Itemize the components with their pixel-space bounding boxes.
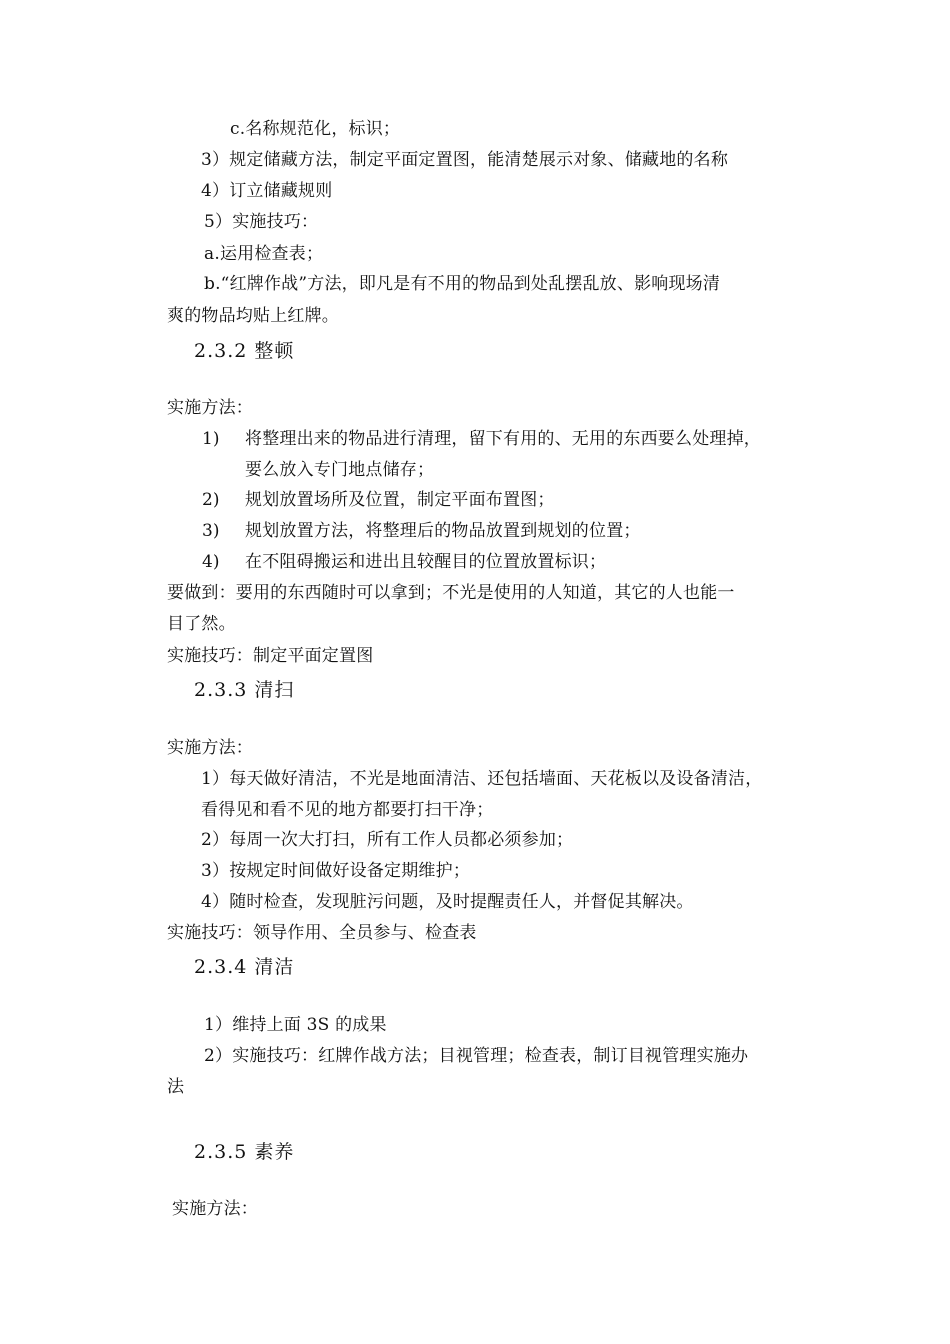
cleaning-item-1-line2: 看得见和看不见的地方都要打扫干净；: [201, 800, 494, 820]
list-item-text: 将整理出来的物品进行清理，留下有用的、无用的东西要么处理掉，: [245, 429, 761, 449]
cleaning-item-1-line1: 1）每天做好清洁，不光是地面清洁、还包括墙面、天花板以及设备清洁，: [201, 769, 763, 789]
cleaning-item-2: 2）每周一次大打扫，所有工作人员都必须参加；: [201, 830, 574, 850]
list-item-text: 规划放置方法，将整理后的物品放置到规划的位置；: [245, 521, 641, 541]
section-heading-233: 2.3.3 清扫: [194, 679, 295, 701]
a-item-checklist: a.运用检查表；: [204, 244, 324, 264]
list-item-text: 规划放置场所及位置，制定平面布置图；: [245, 490, 555, 510]
technique-232: 实施技巧：制定平面定置图: [167, 646, 374, 666]
list-item-text: 在不阻碍搬运和进出且较醒目的位置放置标识；: [245, 552, 607, 572]
item-3-storage-method: 3）规定储藏方法，制定平面定置图，能清楚展示对象、储藏地的名称: [201, 150, 729, 170]
item-5-techniques: 5）实施技巧：: [204, 212, 319, 232]
goal-line2: 目了然。: [167, 614, 236, 634]
item-4-storage-rules: 4）订立储藏规则: [201, 181, 333, 201]
cleaning-item-3: 3）按规定时间做好设备定期维护；: [201, 861, 471, 881]
c-item: c.名称规范化，标识；: [230, 119, 401, 139]
goal-line1: 要做到：要用的东西随时可以拿到；不光是使用的人知道，其它的人也能一: [167, 583, 735, 603]
list-item-number: 1): [202, 429, 220, 449]
list-item-number: 4): [202, 552, 220, 572]
method-label-235: 实施方法：: [172, 1199, 258, 1219]
cleanliness-item-1: 1）维持上面 3S 的成果: [204, 1015, 387, 1035]
section-heading-235: 2.3.5 素养: [194, 1141, 295, 1163]
cleaning-item-4: 4）随时检查，发现脏污问题，及时提醒责任人，并督促其解决。: [201, 892, 694, 912]
list-item-number: 3): [202, 521, 220, 541]
technique-233: 实施技巧：领导作用、全员参与、检查表: [167, 923, 477, 943]
list-item-number: 2): [202, 490, 220, 510]
method-label-232: 实施方法：: [167, 398, 253, 418]
section-heading-232: 2.3.2 整顿: [194, 340, 295, 362]
section-heading-234: 2.3.4 清洁: [194, 956, 295, 978]
b-item-red-tag-line1: b.“红牌作战”方法，即凡是有不用的物品到处乱摆乱放、影响现场清: [204, 274, 721, 294]
b-item-red-tag-line2: 爽的物品均贴上红牌。: [167, 306, 339, 326]
method-label-233: 实施方法：: [167, 738, 253, 758]
cleanliness-item-2-line1: 2）实施技巧：红牌作战方法；目视管理；检查表，制订目视管理实施办: [204, 1046, 749, 1066]
list-item-text-continued: 要么放入专门地点储存；: [245, 460, 435, 480]
cleanliness-item-2-line2: 法: [167, 1077, 185, 1097]
